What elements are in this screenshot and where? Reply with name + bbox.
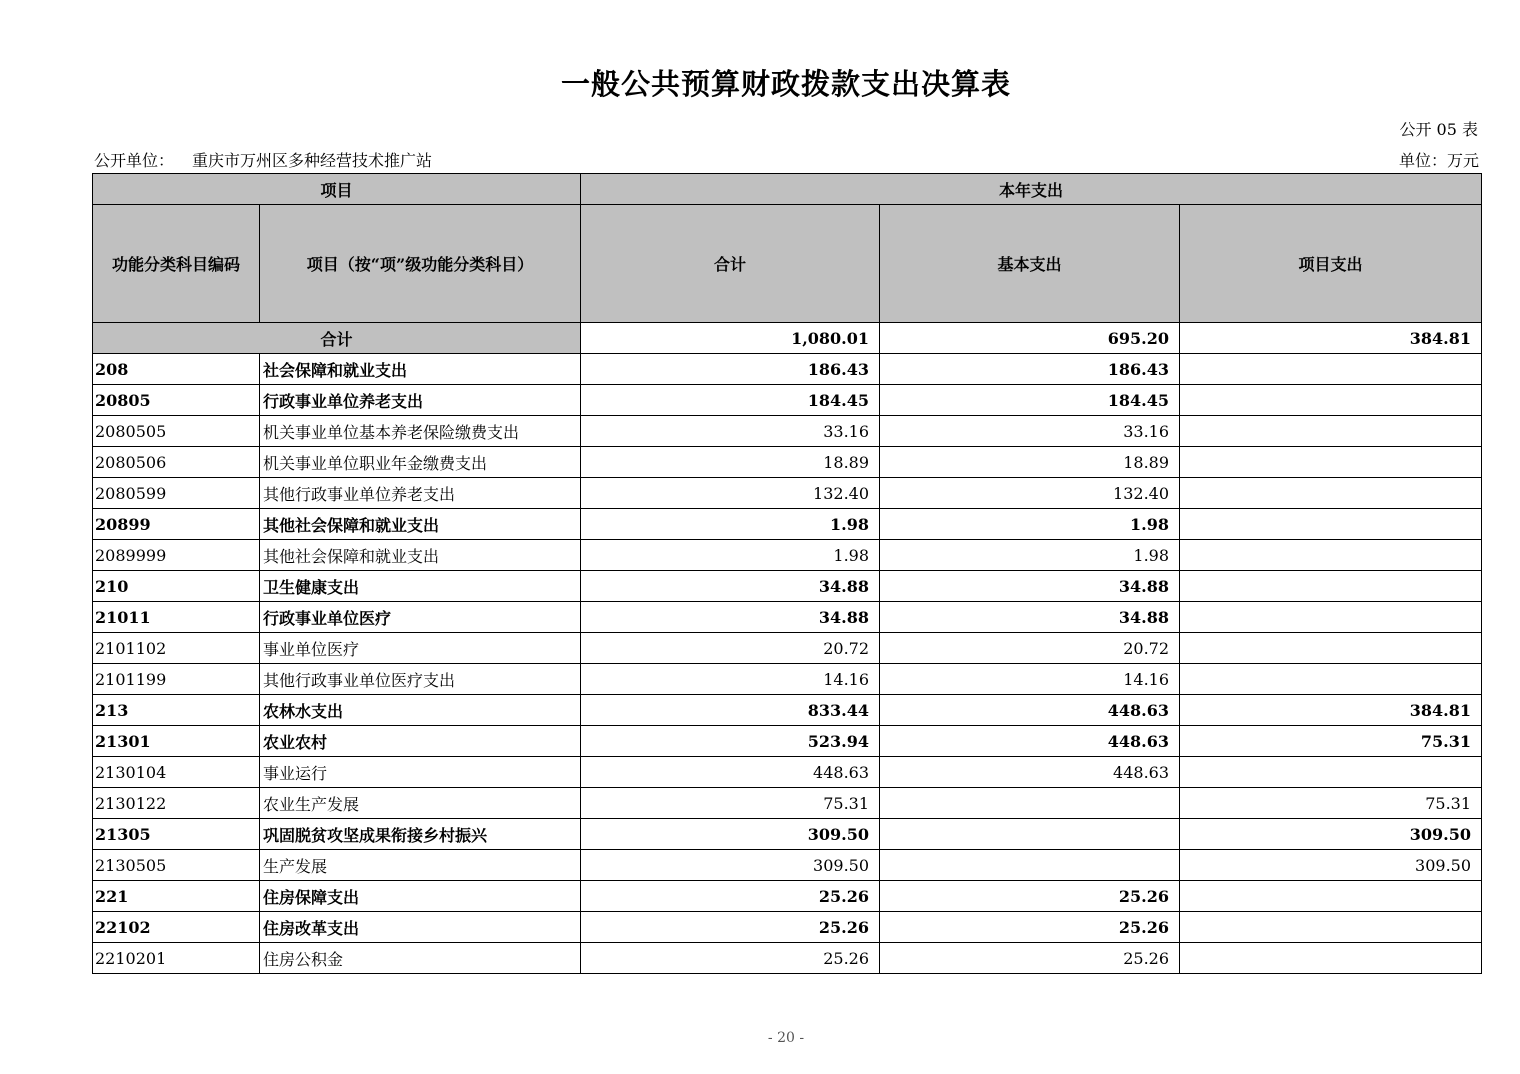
header-total: 合计 [581, 205, 880, 323]
row-project [1180, 664, 1482, 695]
row-total: 186.43 [581, 354, 880, 385]
row-code: 2080599 [93, 478, 260, 509]
org-label: 公开单位： [94, 151, 175, 170]
row-total: 18.89 [581, 447, 880, 478]
table-row [93, 664, 1482, 695]
table-row [93, 695, 1482, 726]
row-basic: 132.40 [880, 478, 1180, 509]
row-code: 20899 [93, 509, 260, 540]
table-row [93, 633, 1482, 664]
row-name: 社会保障和就业支出 [260, 354, 581, 385]
row-project [1180, 912, 1482, 943]
table-row [93, 881, 1482, 912]
row-total: 184.45 [581, 385, 880, 416]
row-basic: 448.63 [880, 726, 1180, 757]
row-project: 309.50 [1180, 850, 1482, 881]
row-total: 309.50 [581, 819, 880, 850]
row-total: 33.16 [581, 416, 880, 447]
row-name: 住房公积金 [260, 943, 581, 974]
header-row-1 [93, 174, 1482, 205]
row-code: 21305 [93, 819, 260, 850]
row-basic: 184.45 [880, 385, 1180, 416]
row-total: 14.16 [581, 664, 880, 695]
row-code: 22102 [93, 912, 260, 943]
row-total: 132.40 [581, 478, 880, 509]
row-project [1180, 478, 1482, 509]
row-code: 2101102 [93, 633, 260, 664]
row-project [1180, 447, 1482, 478]
table-row [93, 757, 1482, 788]
row-project [1180, 602, 1482, 633]
header-code: 功能分类科目编码 [93, 205, 260, 323]
org-unit-line [94, 148, 1479, 170]
row-code: 21301 [93, 726, 260, 757]
row-code: 2089999 [93, 540, 260, 571]
table-row [93, 478, 1482, 509]
row-name: 卫生健康支出 [260, 571, 581, 602]
row-basic [880, 819, 1180, 850]
row-project: 384.81 [1180, 695, 1482, 726]
table-row [93, 602, 1482, 633]
row-name: 生产发展 [260, 850, 581, 881]
row-code: 21011 [93, 602, 260, 633]
row-name: 机关事业单位基本养老保险缴费支出 [260, 416, 581, 447]
table-row [93, 416, 1482, 447]
row-basic: 33.16 [880, 416, 1180, 447]
table-row [93, 819, 1482, 850]
row-basic: 14.16 [880, 664, 1180, 695]
budget-table [92, 173, 1482, 974]
row-name: 农业生产发展 [260, 788, 581, 819]
table-row [93, 788, 1482, 819]
row-name: 住房保障支出 [260, 881, 581, 912]
row-name: 其他社会保障和就业支出 [260, 540, 581, 571]
row-name: 其他行政事业单位养老支出 [260, 478, 581, 509]
table-row [93, 540, 1482, 571]
table-row [93, 354, 1482, 385]
total-total: 1,080.01 [581, 323, 880, 354]
row-name: 行政事业单位养老支出 [260, 385, 581, 416]
row-name: 农林水支出 [260, 695, 581, 726]
row-basic [880, 850, 1180, 881]
row-project: 75.31 [1180, 726, 1482, 757]
table-row [93, 850, 1482, 881]
row-code: 20805 [93, 385, 260, 416]
header-project-exp: 项目支出 [1180, 205, 1482, 323]
row-project [1180, 416, 1482, 447]
row-basic: 25.26 [880, 912, 1180, 943]
row-basic: 1.98 [880, 509, 1180, 540]
total-basic: 695.20 [880, 323, 1180, 354]
row-code: 2101199 [93, 664, 260, 695]
table-row [93, 571, 1482, 602]
row-project: 75.31 [1180, 788, 1482, 819]
row-project [1180, 385, 1482, 416]
row-code: 2080506 [93, 447, 260, 478]
row-basic [880, 788, 1180, 819]
row-total: 833.44 [581, 695, 880, 726]
row-project: 309.50 [1180, 819, 1482, 850]
row-name: 其他行政事业单位医疗支出 [260, 664, 581, 695]
row-project [1180, 757, 1482, 788]
row-basic: 25.26 [880, 943, 1180, 974]
header-item: 项目（按“项”级功能分类科目） [260, 205, 581, 323]
row-total: 34.88 [581, 602, 880, 633]
row-code: 210 [93, 571, 260, 602]
row-code: 208 [93, 354, 260, 385]
row-basic: 186.43 [880, 354, 1180, 385]
total-project: 384.81 [1180, 323, 1482, 354]
row-basic: 18.89 [880, 447, 1180, 478]
row-basic: 448.63 [880, 757, 1180, 788]
row-name: 事业运行 [260, 757, 581, 788]
row-total: 1.98 [581, 540, 880, 571]
row-name: 住房改革支出 [260, 912, 581, 943]
page-number: - 20 - [767, 1030, 805, 1046]
table-id: 公开 05 表 [1399, 120, 1478, 139]
row-total: 34.88 [581, 571, 880, 602]
row-project [1180, 571, 1482, 602]
row-total: 25.26 [581, 881, 880, 912]
row-total: 1.98 [581, 509, 880, 540]
row-basic: 34.88 [880, 571, 1180, 602]
header-row-2 [93, 205, 1482, 323]
row-name: 机关事业单位职业年金缴费支出 [260, 447, 581, 478]
org-info [94, 148, 432, 171]
org-name: 重庆市万州区多种经营技术推广站 [192, 151, 433, 170]
row-code: 2130122 [93, 788, 260, 819]
table-row [93, 726, 1482, 757]
total-row [93, 323, 1482, 354]
row-name: 其他社会保障和就业支出 [260, 509, 581, 540]
row-total: 25.26 [581, 912, 880, 943]
row-project [1180, 633, 1482, 664]
row-basic: 1.98 [880, 540, 1180, 571]
row-name: 巩固脱贫攻坚成果衔接乡村振兴 [260, 819, 581, 850]
table-row [93, 509, 1482, 540]
table-row [93, 385, 1482, 416]
document-title: 一般公共预算财政拨款支出决算表 [560, 67, 1011, 101]
row-total: 309.50 [581, 850, 880, 881]
row-basic: 34.88 [880, 602, 1180, 633]
row-project [1180, 509, 1482, 540]
table-row [93, 912, 1482, 943]
table-row [93, 943, 1482, 974]
row-total: 75.31 [581, 788, 880, 819]
row-code: 221 [93, 881, 260, 912]
row-total: 448.63 [581, 757, 880, 788]
row-project [1180, 540, 1482, 571]
row-name: 行政事业单位医疗 [260, 602, 581, 633]
header-basic: 基本支出 [880, 205, 1180, 323]
row-code: 2080505 [93, 416, 260, 447]
row-basic: 448.63 [880, 695, 1180, 726]
row-total: 20.72 [581, 633, 880, 664]
row-project [1180, 943, 1482, 974]
row-basic: 25.26 [880, 881, 1180, 912]
row-total: 25.26 [581, 943, 880, 974]
row-name: 事业单位医疗 [260, 633, 581, 664]
table-row [93, 447, 1482, 478]
row-code: 2210201 [93, 943, 260, 974]
row-project [1180, 354, 1482, 385]
total-label: 合计 [93, 323, 581, 354]
row-name: 农业农村 [260, 726, 581, 757]
row-project [1180, 881, 1482, 912]
row-basic: 20.72 [880, 633, 1180, 664]
row-code: 2130505 [93, 850, 260, 881]
header-project: 项目 [93, 174, 581, 205]
row-code: 213 [93, 695, 260, 726]
unit-label: 单位：万元 [1398, 151, 1479, 170]
row-code: 2130104 [93, 757, 260, 788]
header-current-year: 本年支出 [581, 174, 1482, 205]
row-total: 523.94 [581, 726, 880, 757]
